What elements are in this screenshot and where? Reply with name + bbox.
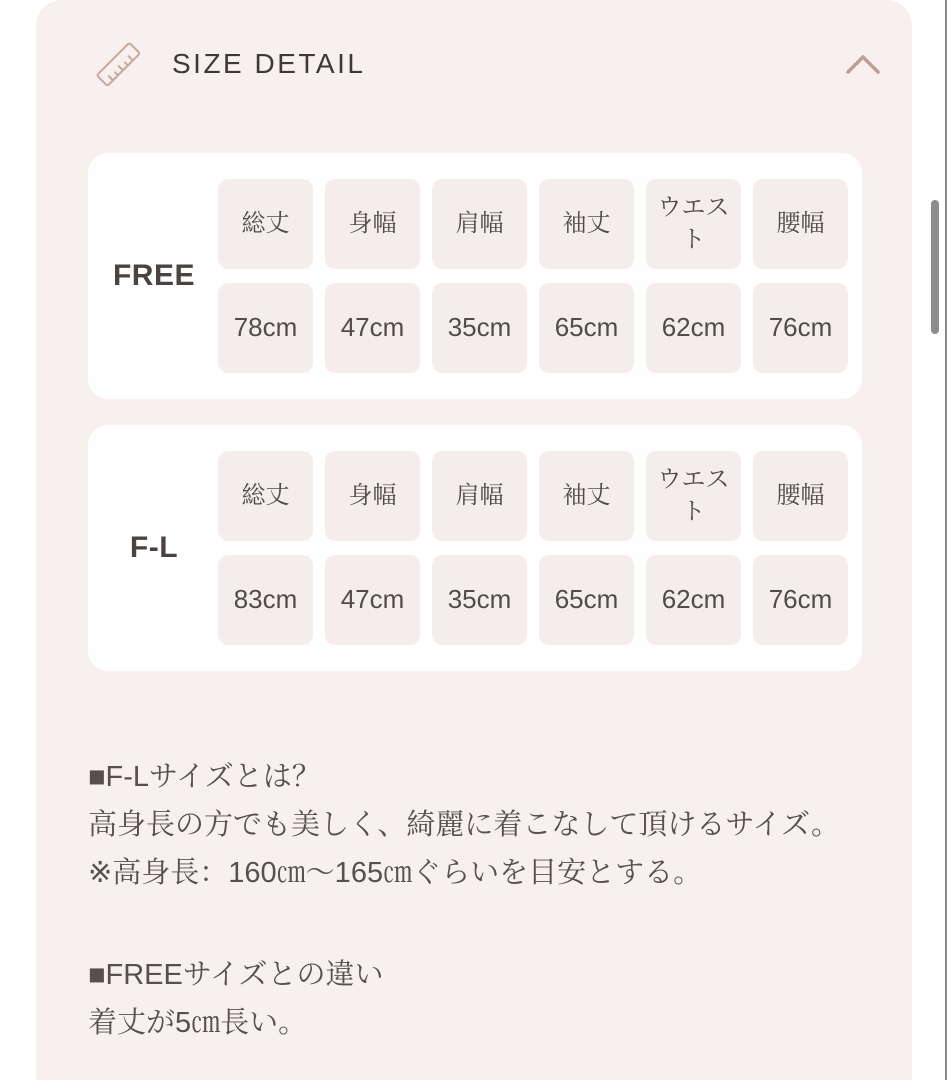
- measurement-header-cell: 袖丈: [539, 451, 634, 541]
- measurement-header-cell: 袖丈: [539, 179, 634, 269]
- measurement-value-cell: 65cm: [539, 555, 634, 645]
- section-title: SIZE DETAIL: [172, 48, 366, 79]
- measurement-value-cell: 83cm: [218, 555, 313, 645]
- note-heading: ■F-Lサイズとは？: [88, 761, 321, 793]
- measurement-value-cell: 62cm: [646, 283, 741, 373]
- note-line: ※高身長：160㎝〜165㎝ぐらいを目安とする。: [88, 857, 703, 889]
- measurement-value-cell: 35cm: [432, 555, 527, 645]
- size-notes: [88, 753, 872, 1047]
- measurement-header-cell: 身幅: [325, 179, 420, 269]
- measurement-header-cell: 総丈: [218, 179, 313, 269]
- size-detail-accordion-header[interactable]: [92, 36, 886, 92]
- measurement-header-cell: 肩幅: [432, 451, 527, 541]
- measurement-header-cell: ウエスト: [646, 179, 741, 269]
- chevron-up-icon[interactable]: [844, 51, 882, 77]
- ruler-icon: [92, 36, 144, 92]
- measurement-header-cell: 総丈: [218, 451, 313, 541]
- size-label: F-L: [129, 531, 179, 564]
- measurement-value-cell: 47cm: [325, 283, 420, 373]
- measurement-value-cell: 35cm: [432, 283, 527, 373]
- measurement-value-cell: 47cm: [325, 555, 420, 645]
- measurement-header-cell: ウエスト: [646, 451, 741, 541]
- scrollbar-thumb[interactable]: [931, 200, 939, 334]
- measurement-value-cell: 65cm: [539, 283, 634, 373]
- measurement-value-cell: 76cm: [753, 555, 848, 645]
- measurement-value-cell: 76cm: [753, 283, 848, 373]
- size-label: FREE: [112, 259, 195, 292]
- note-line: 高身長の方でも美しく、綺麗に着こなして頂けるサイズ。: [88, 809, 840, 841]
- measurement-header-cell: 腰幅: [753, 179, 848, 269]
- measurement-header-cell: 肩幅: [432, 179, 527, 269]
- note-free-difference: [88, 951, 872, 1047]
- note-fl-size: [88, 753, 872, 897]
- measurement-value-cell: 62cm: [646, 555, 741, 645]
- note-line: 着丈が5㎝長い。: [88, 1007, 308, 1039]
- size-table-fl: [88, 425, 862, 671]
- measurement-header-cell: 身幅: [325, 451, 420, 541]
- size-table-free: [88, 153, 862, 399]
- note-heading: ■FREEサイズとの違い: [88, 959, 384, 991]
- measurement-value-cell: 78cm: [218, 283, 313, 373]
- size-detail-section: [36, 0, 912, 1080]
- measurement-header-cell: 腰幅: [753, 451, 848, 541]
